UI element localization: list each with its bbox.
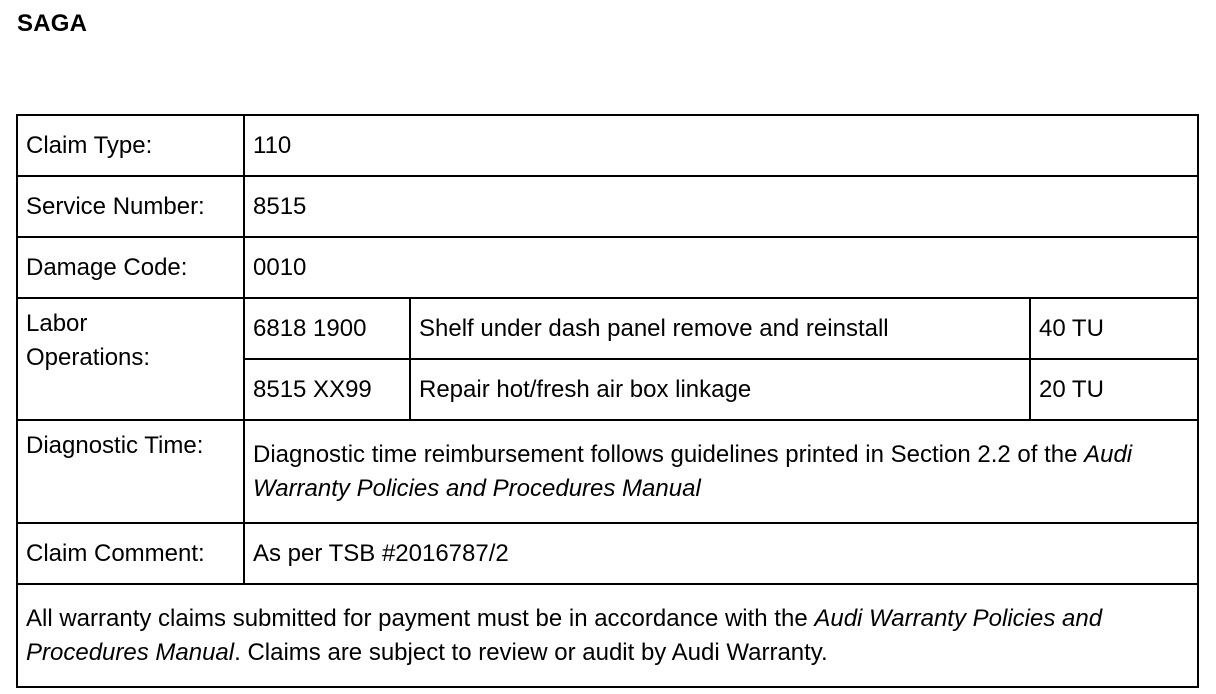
warranty-notice-row: [17, 584, 1198, 687]
labor-operation-row: [17, 298, 1198, 359]
labor-operations-label: [17, 298, 244, 420]
labor-op-code: 8515 XX99: [244, 359, 410, 420]
service-number-label: Service Number:: [17, 176, 244, 237]
diagnostic-time-text: Diagnostic time reimbursement follows guidelines printed in Section 2.2 of the: [253, 440, 1085, 468]
claim-comment-value: As per TSB #2016787/2: [244, 523, 1198, 584]
damage-code-row: [17, 237, 1198, 298]
damage-code-label: Damage Code:: [17, 237, 244, 298]
labor-op-description: Shelf under dash panel remove and reinstall: [410, 298, 1030, 359]
claim-table: [16, 114, 1199, 688]
labor-op-code: 6818 1900: [244, 298, 410, 359]
diagnostic-manual-title: Audi Warranty Policies and Procedures Manual: [253, 440, 1133, 502]
labor-op-time: 20 TU: [1030, 359, 1198, 420]
warranty-notice-manual-title: Audi Warranty Policies and Procedures Manual: [26, 604, 1103, 666]
damage-code-value: 0010: [244, 237, 1198, 298]
labor-op-description: Repair hot/fresh air box linkage: [410, 359, 1030, 420]
labor-operations-label-line1: Labor: [26, 310, 88, 337]
warranty-notice-text-before: All warranty claims submitted for payment must be in accordance with the: [26, 604, 815, 632]
service-number-row: [17, 176, 1198, 237]
claim-type-label: Claim Type:: [17, 115, 244, 176]
claim-type-row: [17, 115, 1198, 176]
page-title: SAGA: [17, 10, 88, 37]
diagnostic-time-value: [244, 420, 1198, 523]
labor-op-time: 40 TU: [1030, 298, 1198, 359]
diagnostic-time-row: [17, 420, 1198, 523]
service-number-value: 8515: [244, 176, 1198, 237]
labor-operations-label-line2: Operations:: [26, 344, 151, 371]
claim-type-value: 110: [244, 115, 1198, 176]
claim-comment-row: [17, 523, 1198, 584]
claim-comment-label: Claim Comment:: [17, 523, 244, 584]
warranty-notice: [17, 584, 1198, 687]
diagnostic-time-label: Diagnostic Time:: [17, 420, 244, 523]
warranty-notice-text-after: . Claims are subject to review or audit by Audi Warranty.: [234, 638, 828, 666]
